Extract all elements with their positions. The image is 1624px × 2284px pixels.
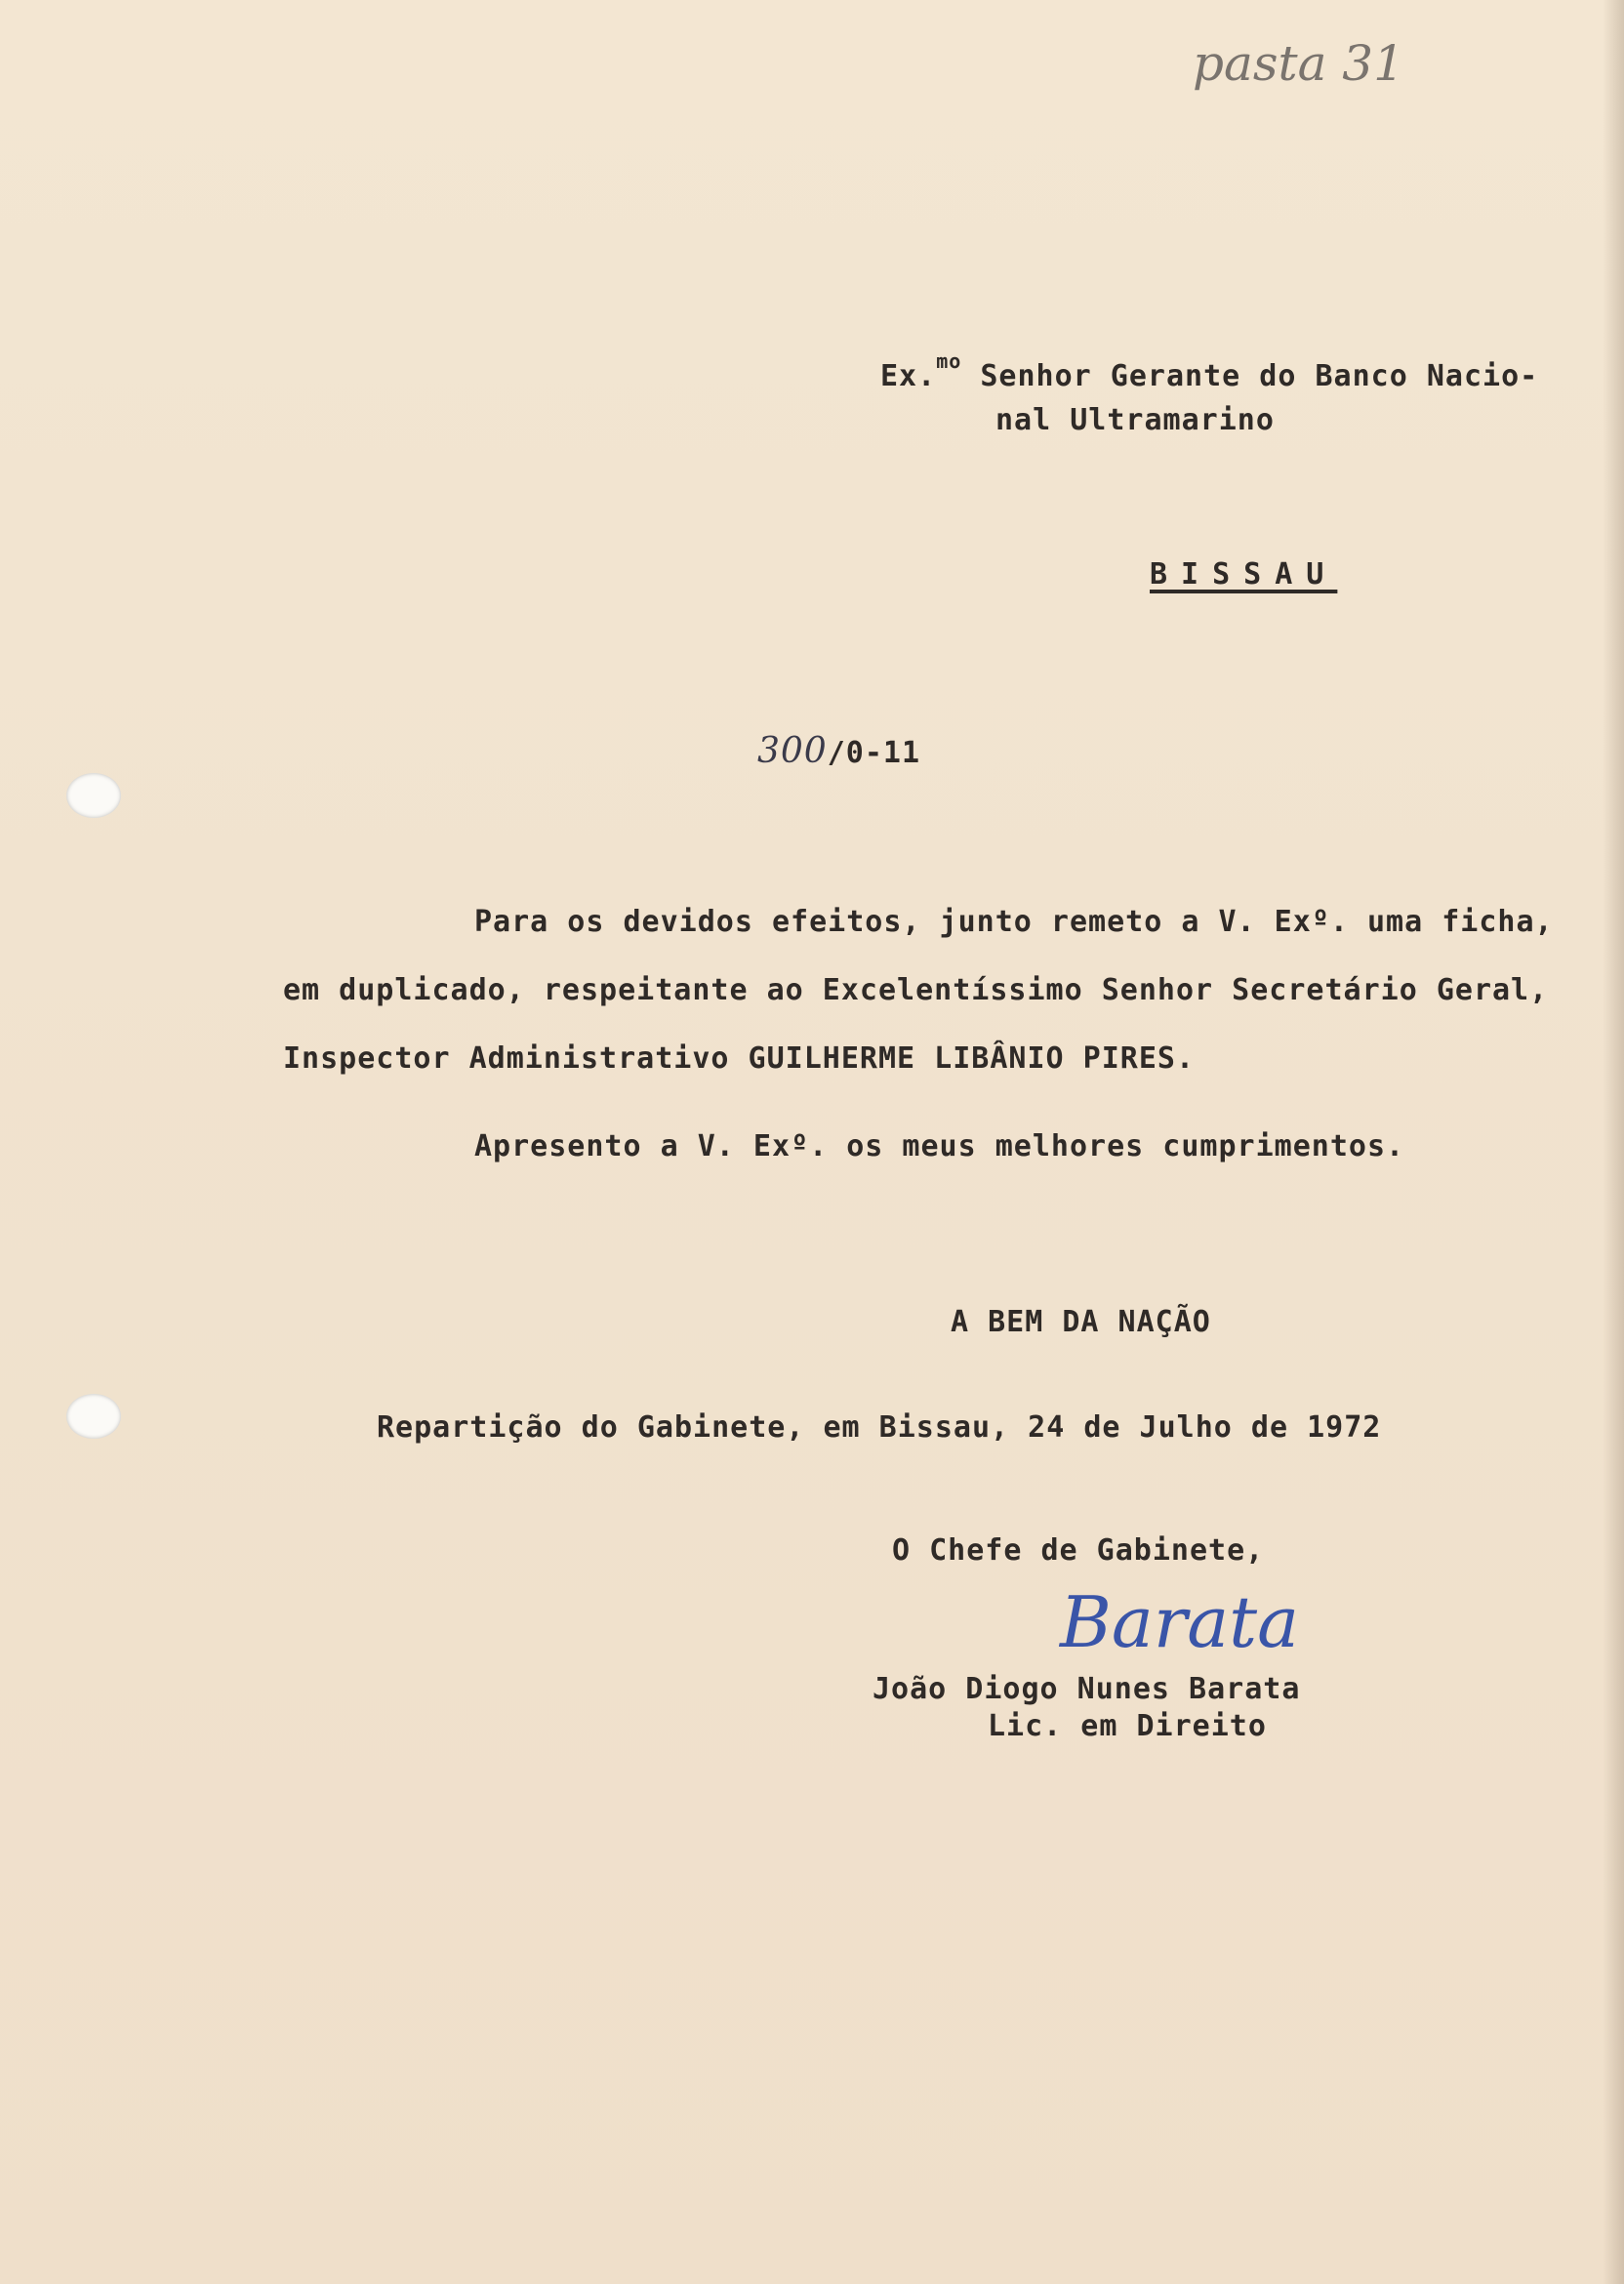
signatory-title: O Chefe de Gabinete, (892, 1533, 1265, 1568)
addressee-line-1 (880, 351, 1538, 391)
body-para1-line3: Inspector Administrativo GUILHERME LIBÂNIO PIRES. (283, 1041, 1196, 1076)
page-edge-shadow (1603, 0, 1624, 2284)
closing-salutation: A BEM DA NAÇÃO (951, 1305, 1211, 1339)
addressee-superscript: mo (936, 349, 962, 373)
reference-typed: /0-11 (827, 736, 921, 770)
signatory-name: João Diogo Nunes Barata (873, 1672, 1301, 1706)
addressee-rest: Senhor Gerante do Banco Nacio- (961, 359, 1539, 393)
handwritten-signature: Barata (1060, 1581, 1300, 1663)
signatory-degree: Lic. em Direito (988, 1709, 1267, 1743)
city-heading: BISSAU (1150, 557, 1338, 591)
punch-hole-upper (66, 773, 121, 818)
body-para1-line2: em duplicado, respeitante ao Excelentíssimo Senhor Secretário Geral, (283, 973, 1549, 1007)
reference-number (757, 731, 921, 771)
body-para1-line1: Para os devidos efeitos, junto remeto a V. Exº. uma ficha, (474, 905, 1554, 939)
pencil-annotation: pasta 31 (1193, 35, 1404, 92)
body-para2: Apresento a V. Exº. os meus melhores cumprimentos. (474, 1129, 1405, 1163)
punch-hole-lower (66, 1394, 121, 1439)
reference-handwritten: 300 (757, 731, 828, 771)
place-date: Repartição do Gabinete, em Bissau, 24 de Julho de 1972 (377, 1410, 1382, 1445)
addressee-line-2: nal Ultramarino (995, 403, 1275, 437)
addressee-prefix: Ex. (880, 359, 937, 393)
